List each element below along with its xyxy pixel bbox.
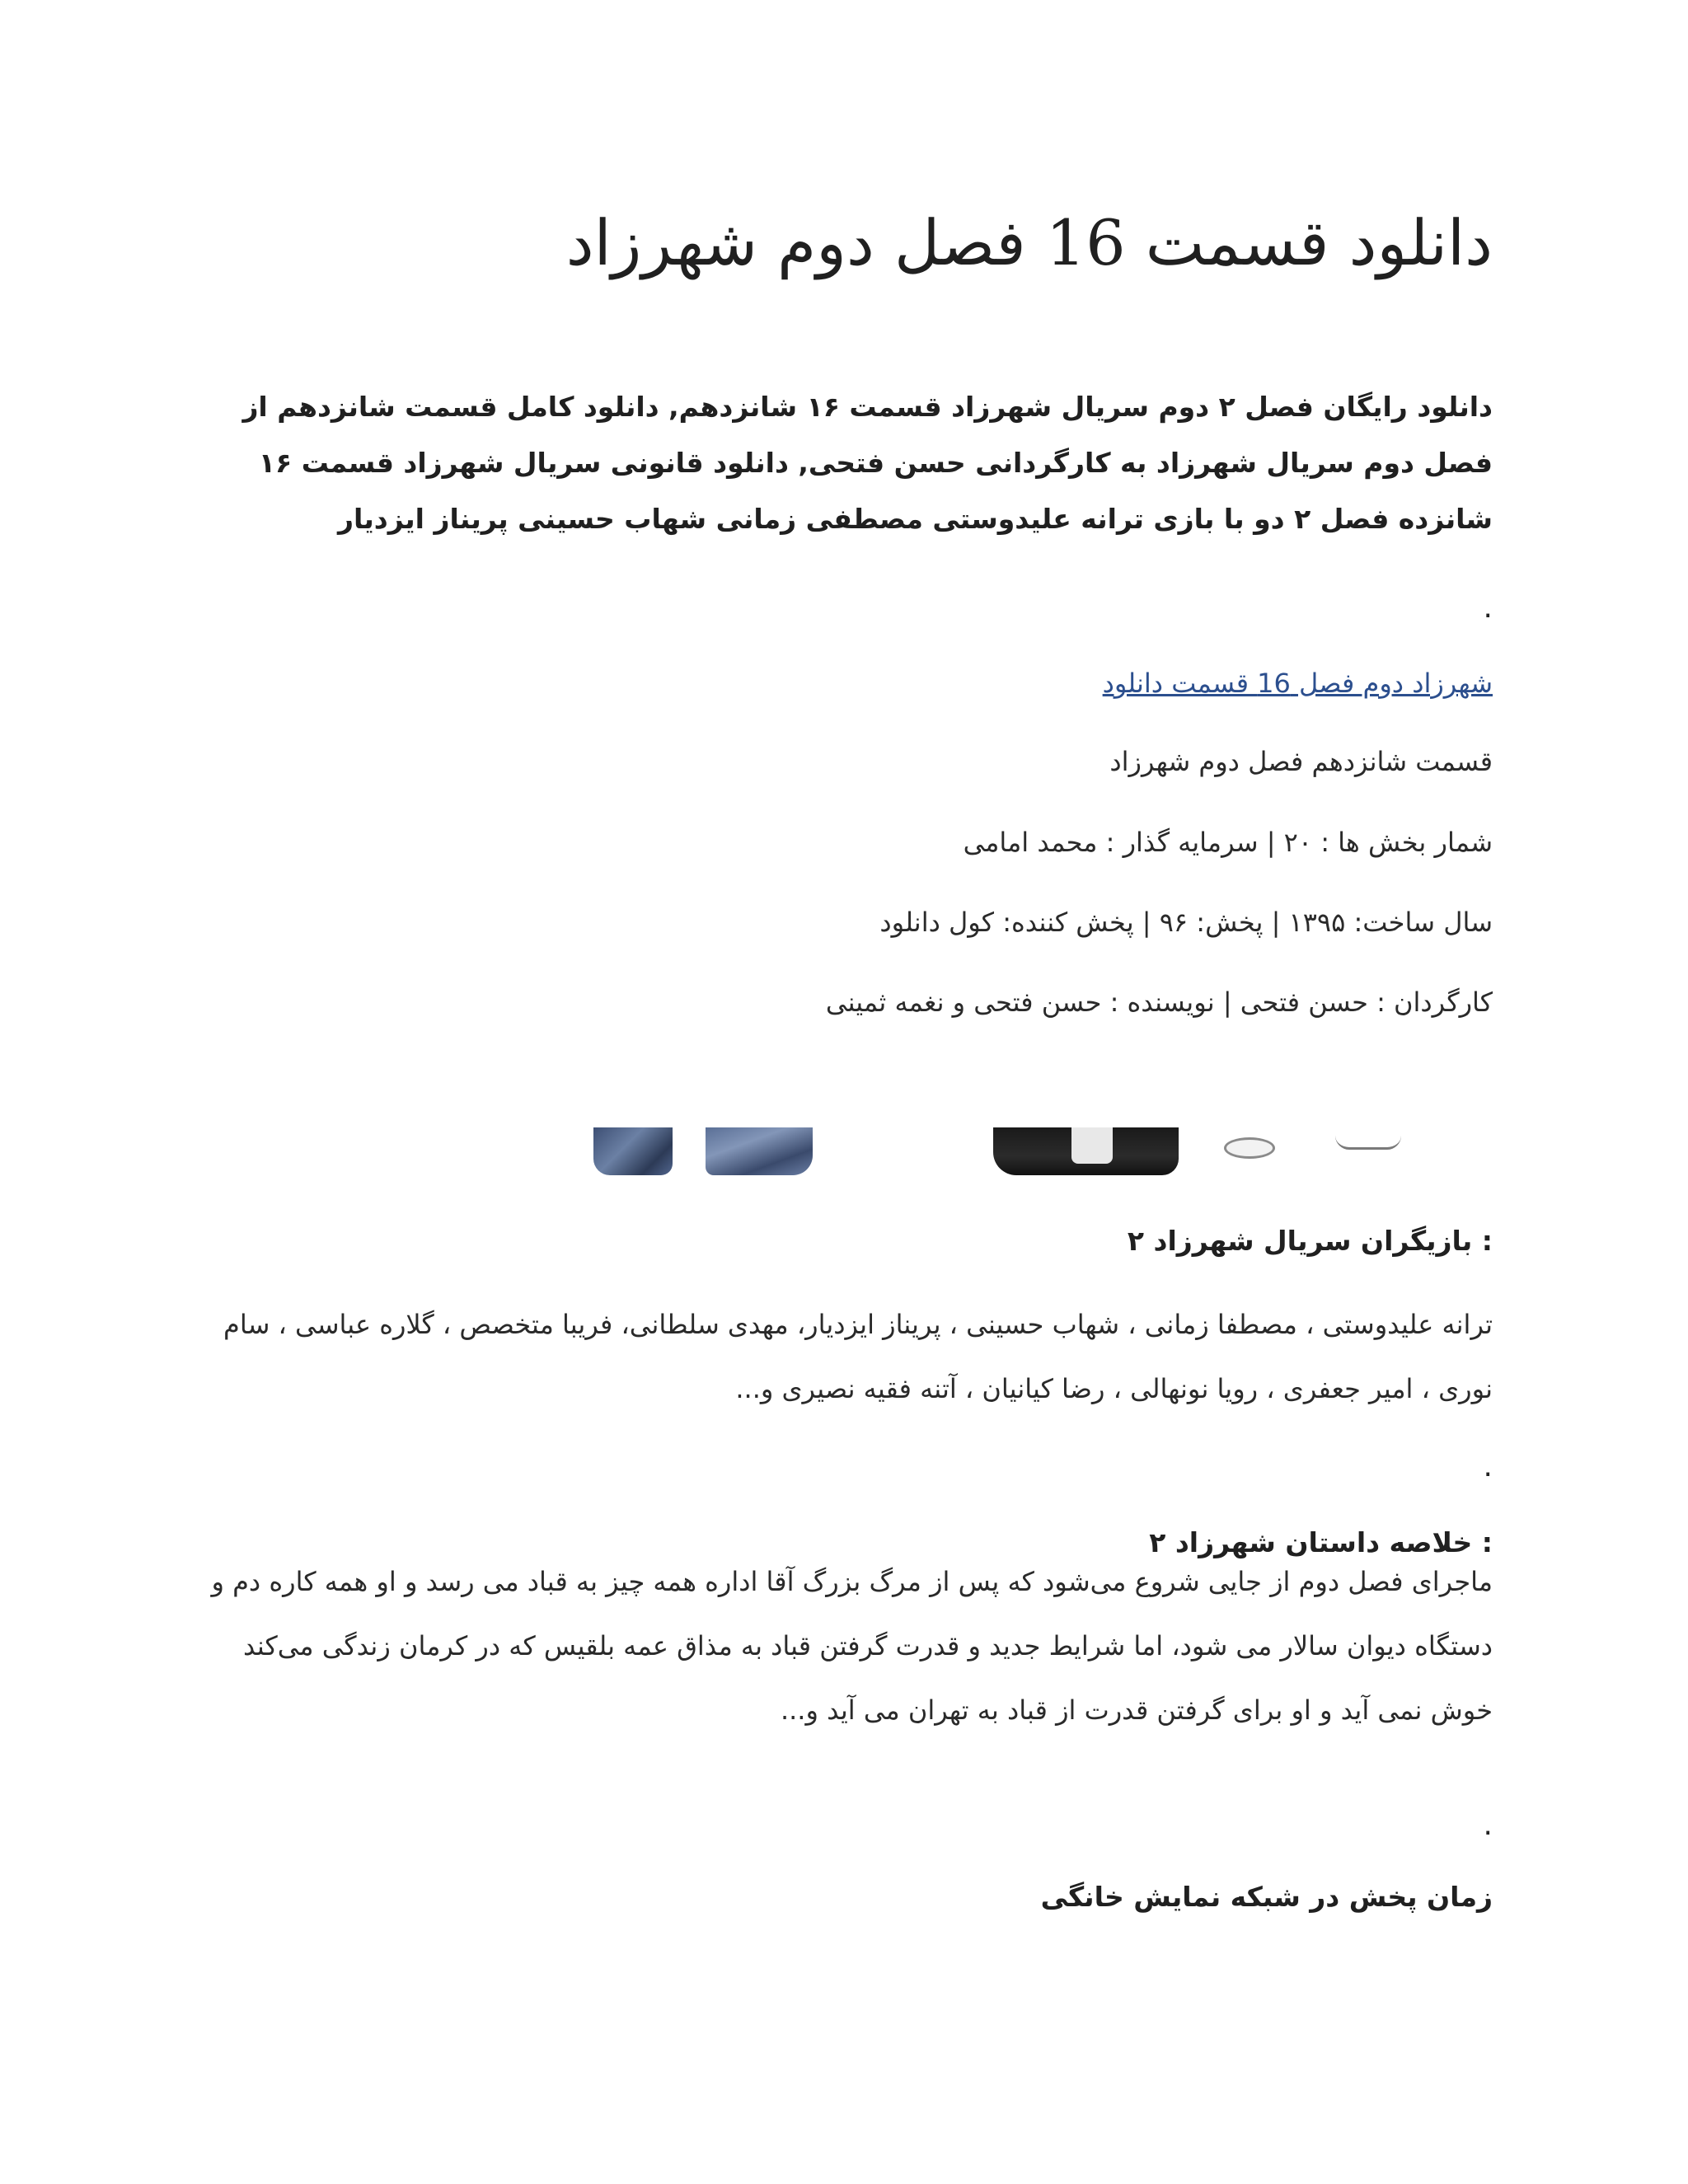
separator-dot: . (1483, 1808, 1493, 1842)
airtime-heading: زمان پخش در شبکه نمایش خانگی (1040, 1881, 1493, 1913)
intro-paragraph: دانلود رایگان فصل ۲ دوم سریال شهرزاد قسمت ۱۶ شانزدهم, دانلود کامل قسمت شانزدهم از فصل دوم سریال شهرزاد به کارگردانی حسن فتحی, دانلود قانونی سریال شهرزاد قسمت ۱۶ شانزده فصل ۲ دو با بازی ترانه علیدوستی مصطفی زمانی شهاب حسینی پریناز ایزدیار (242, 391, 1493, 535)
cast-heading: : بازیگران سریال شهرزاد ۲ (1127, 1225, 1493, 1257)
page-title: دانلود قسمت 16 فصل دوم شهرزاد (565, 206, 1493, 279)
episode-line: قسمت شانزدهم فصل دوم شهرزاد (1109, 746, 1493, 777)
download-link[interactable]: شهرزاد دوم فصل 16 قسمت دانلود (1102, 668, 1493, 699)
summary-paragraph: ماجرای فصل دوم از جایی شروع می‌شود که پس از مرگ بزرگ آقا اداره همه چیز به قباد می رسد و او همه کاره دم و دستگاه دیوان سالار می شود، اما شرایط جدید و قدرت گرفتن قباد به مذاق عمه بلقیس که در کرمان زندگی می‌کند خوش نمی آید و او برای گرفتن قدرت از قباد به تهران می آید و... (211, 1566, 1493, 1726)
photo-fragment (706, 1127, 813, 1175)
photo-fragment (1071, 1127, 1113, 1164)
director-writer-line: کارگردان : حسن فتحی | نویسنده : حسن فتحی و نغمه ثمینی (825, 987, 1493, 1018)
cast-photo-cropped (569, 1127, 1550, 1175)
summary-heading: : خلاصه داستان شهرزاد ۲ (1149, 1526, 1493, 1558)
photo-fragment (593, 1127, 673, 1175)
photo-fragment (1224, 1137, 1275, 1159)
separator-dot: . (1483, 1450, 1493, 1483)
year-distributor-line: سال ساخت: ۱۳۹۵ | پخش: ۹۶ | پخش کننده: کول دانلود (879, 907, 1493, 938)
parts-investor-line: شمار بخش ها : ۲۰ | سرمایه گذار : محمد امامی (963, 827, 1493, 858)
photo-fragment (1335, 1136, 1401, 1150)
separator-dot: . (1483, 591, 1493, 625)
cast-paragraph: ترانه علیدوستی ، مصطفا زمانی ، شهاب حسینی ، پریناز ایزدیار، مهدی سلطانی، فریبا متخصص ، گلاره عباسی ، سام نوری ، امیر جعفری ، رویا نونهالی ، رضا کیانیان ، آتنه فقیه نصیری و... (223, 1309, 1493, 1404)
